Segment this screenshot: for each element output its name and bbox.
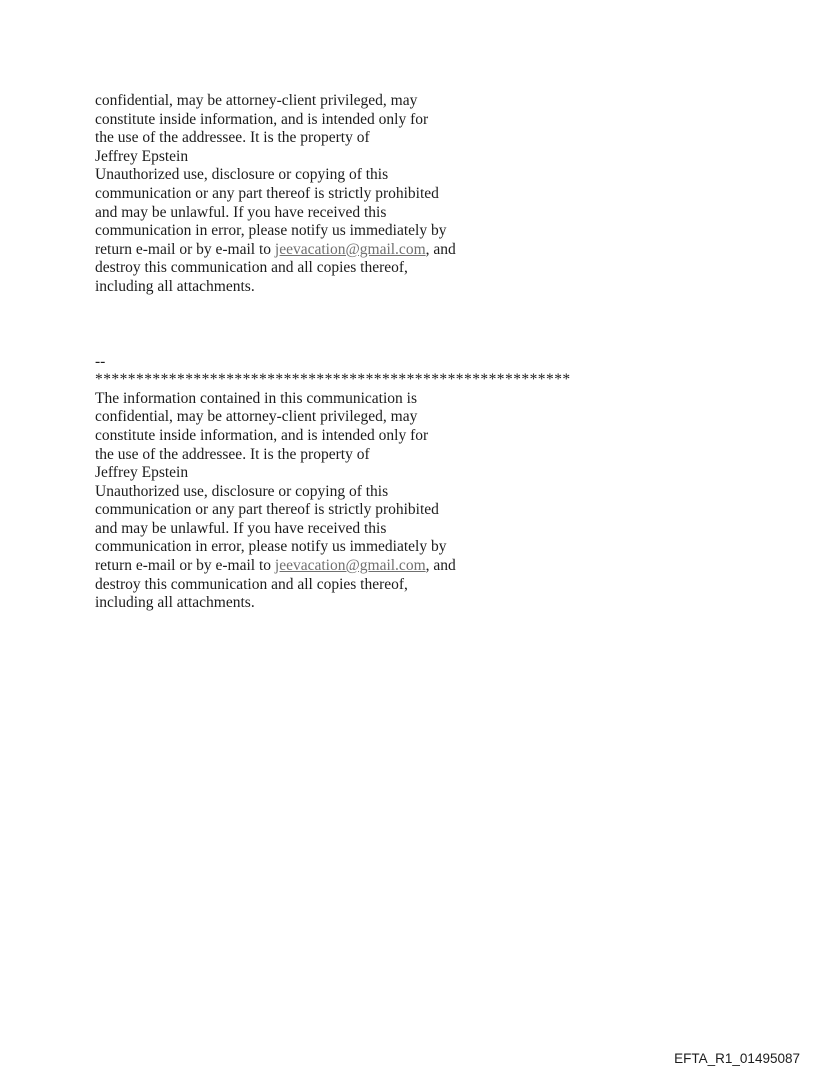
text-line: Jeffrey Epstein (95, 464, 189, 482)
signature-delimiter: -- (95, 352, 106, 370)
text-line: communication or any part thereof is strictly prohibited (95, 501, 439, 519)
email-link[interactable]: jeevacation@gmail.com (274, 557, 426, 575)
text-line: the use of the addressee. It is the property of (95, 445, 370, 463)
text-line: communication in error, please notify us immediately by (95, 222, 447, 240)
disclaimer-block-2-tail-lines (95, 576, 675, 613)
text-line: confidential, may be attorney-client privileged, may (95, 408, 418, 426)
email-line-suffix: , and (425, 240, 456, 258)
text-line: and may be unlawful. If you have received this (95, 519, 387, 537)
disclaimer-block-2 (95, 390, 675, 613)
text-line: the use of the addressee. It is the property of (95, 129, 370, 147)
email-line (95, 557, 675, 576)
bates-number: EFTA_R1_01495087 (674, 1051, 800, 1066)
text-line: including all attachments. (95, 594, 255, 612)
text-line: constitute inside information, and is intended only for (95, 110, 429, 128)
text-line: including all attachments. (95, 277, 255, 295)
disclaimer-block-1-tail-lines (95, 259, 675, 296)
text-line: communication or any part thereof is strictly prohibited (95, 184, 439, 202)
disclaimer-block-1-lines (95, 92, 675, 241)
disclaimer-block-2-lines (95, 390, 675, 557)
text-line: destroy this communication and all copies thereof, (95, 259, 408, 277)
email-line-prefix: return e-mail or by e-mail to (95, 240, 275, 258)
text-line: constitute inside information, and is intended only for (95, 426, 429, 444)
text-line: destroy this communication and all copies thereof, (95, 575, 408, 593)
email-line-suffix: , and (425, 557, 456, 575)
blank-gap (95, 297, 675, 353)
text-line: Unauthorized use, disclosure or copying of this (95, 482, 389, 500)
text-line: Unauthorized use, disclosure or copying of this (95, 166, 389, 184)
email-line (95, 241, 675, 260)
text-line: confidential, may be attorney-client privileged, may (95, 92, 418, 109)
text-line: The information contained in this communication is (95, 389, 417, 407)
email-disclaimer-content (95, 92, 675, 613)
text-line: Jeffrey Epstein (95, 147, 189, 165)
text-line: and may be unlawful. If you have received this (95, 203, 387, 221)
email-link[interactable]: jeevacation@gmail.com (274, 240, 426, 258)
disclaimer-block-1 (95, 92, 675, 297)
text-line: communication in error, please notify us immediately by (95, 538, 447, 556)
asterisk-divider: ********************************************************** (95, 371, 571, 389)
email-line-prefix: return e-mail or by e-mail to (95, 557, 275, 575)
